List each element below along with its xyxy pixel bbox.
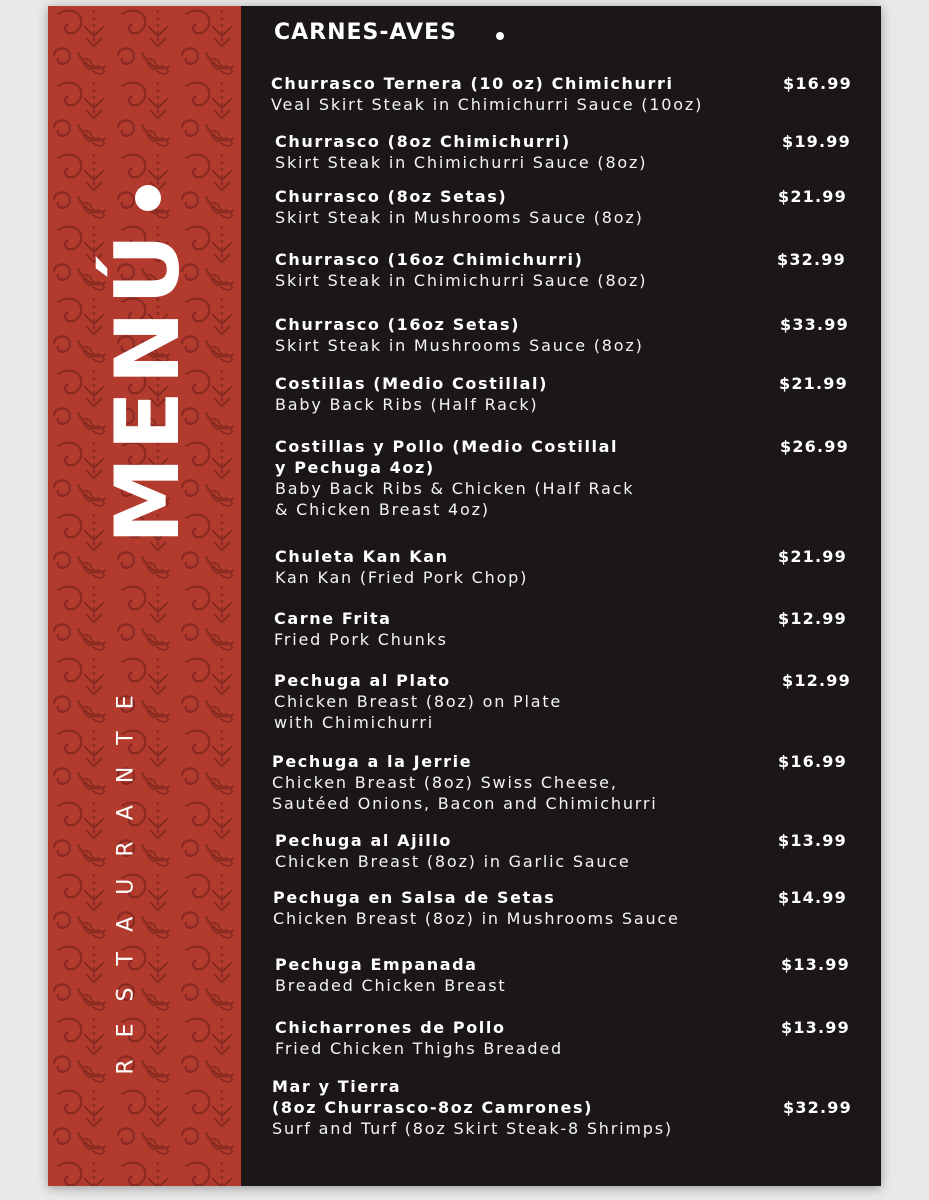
- item-name: Pechuga en Salsa de Setas: [273, 888, 556, 907]
- item-description: Veal Skirt Steak in Chimichurri Sauce (10oz): [271, 95, 704, 114]
- menu-item: [272, 751, 658, 814]
- item-name: Chicharrones de Pollo: [275, 1018, 506, 1037]
- item-name: Chuleta Kan Kan: [275, 547, 449, 566]
- item-description: Chicken Breast (8oz) Swiss Cheese,: [272, 773, 618, 792]
- menu-item: [275, 249, 647, 291]
- menu-item: [274, 670, 562, 733]
- menu-item: [272, 1076, 673, 1139]
- menu-item: [275, 314, 644, 356]
- item-description: Chicken Breast (8oz) in Garlic Sauce: [275, 852, 631, 871]
- menu-item: [275, 436, 634, 520]
- menu-item: [273, 887, 680, 929]
- item-name: Churrasco (16oz Chimichurri): [275, 250, 584, 269]
- item-description: Chicken Breast (8oz) in Mushrooms Sauce: [273, 909, 680, 928]
- item-description: Fried Chicken Thighs Breaded: [275, 1039, 563, 1058]
- item-description: Skirt Steak in Chimichurri Sauce (8oz): [275, 153, 648, 172]
- item-name: Pechuga a la Jerrie: [272, 752, 473, 771]
- item-description: Chicken Breast (8oz) on Plate: [274, 692, 563, 711]
- item-price: $32.99: [777, 250, 846, 269]
- item-name: Mar y Tierra: [272, 1077, 402, 1096]
- item-name-line-2: (8oz Churrasco-8oz Camrones): [272, 1098, 594, 1117]
- item-description-line-2: Sautéed Onions, Bacon and Chimichurri: [272, 794, 658, 813]
- menu-title: MENÚ: [96, 227, 199, 545]
- item-price: $13.99: [778, 831, 847, 850]
- section-title: CARNES-AVES: [274, 20, 457, 45]
- item-description: Baby Back Ribs (Half Rack): [275, 395, 539, 414]
- item-name: Churrasco (16oz Setas): [275, 315, 520, 334]
- menu-item: [271, 73, 703, 115]
- menu-item: [275, 830, 631, 872]
- item-description: Skirt Steak in Mushrooms Sauce (8oz): [275, 208, 644, 227]
- menu-item: [275, 131, 647, 173]
- item-name: Pechuga al Plato: [274, 671, 451, 690]
- item-description: Surf and Turf (8oz Skirt Steak-8 Shrimps): [272, 1119, 673, 1138]
- item-price: $13.99: [781, 955, 850, 974]
- item-price: $21.99: [778, 187, 847, 206]
- item-price: $19.99: [782, 132, 851, 151]
- item-price: $16.99: [783, 74, 852, 93]
- item-price: $14.99: [778, 888, 847, 907]
- item-name: Pechuga al Ajillo: [275, 831, 453, 850]
- item-price: $26.99: [780, 437, 849, 456]
- menu-item: [274, 608, 448, 650]
- item-name: Costillas (Medio Costillal): [275, 374, 548, 393]
- item-description: Baby Back Ribs & Chicken (Half Rack: [275, 479, 635, 498]
- ornamental-pattern: [48, 6, 241, 1186]
- item-description-line-2: with Chimichurri: [274, 713, 435, 732]
- item-name: Churrasco (8oz Setas): [275, 187, 508, 206]
- restaurant-label: RESTAURANTE: [113, 673, 139, 1075]
- decorative-side-panel: [48, 6, 241, 1186]
- item-price: $32.99: [783, 1098, 852, 1117]
- item-description: Kan Kan (Fried Pork Chop): [275, 568, 529, 587]
- item-description-line-2: & Chicken Breast 4oz): [275, 500, 490, 519]
- item-name-line-2: y Pechuga 4oz): [275, 458, 435, 477]
- menu-card: [48, 6, 881, 1186]
- item-price: $12.99: [778, 609, 847, 628]
- item-description: Skirt Steak in Chimichurri Sauce (8oz): [275, 271, 648, 290]
- item-name: Costillas y Pollo (Medio Costillal: [275, 437, 619, 456]
- item-price: $21.99: [778, 547, 847, 566]
- item-description: Breaded Chicken Breast: [275, 976, 507, 995]
- section-dot: [496, 32, 504, 40]
- item-price: $33.99: [780, 315, 849, 334]
- menu-item: [275, 1017, 563, 1059]
- item-price: $13.99: [781, 1018, 850, 1037]
- item-name: Carne Frita: [274, 609, 392, 628]
- item-price: $21.99: [779, 374, 848, 393]
- item-name: Pechuga Empanada: [275, 955, 478, 974]
- item-price: $12.99: [782, 671, 851, 690]
- item-name: Churrasco Ternera (10 oz) Chimichurri: [271, 74, 674, 93]
- menu-item: [275, 186, 644, 228]
- title-dot: [135, 185, 161, 211]
- menu-item: [275, 954, 506, 996]
- menu-item: [275, 373, 548, 415]
- menu-item: [275, 546, 528, 588]
- item-description: Skirt Steak in Mushrooms Sauce (8oz): [275, 336, 644, 355]
- item-description: Fried Pork Chunks: [274, 630, 448, 649]
- item-name: Churrasco (8oz Chimichurri): [275, 132, 571, 151]
- item-price: $16.99: [778, 752, 847, 771]
